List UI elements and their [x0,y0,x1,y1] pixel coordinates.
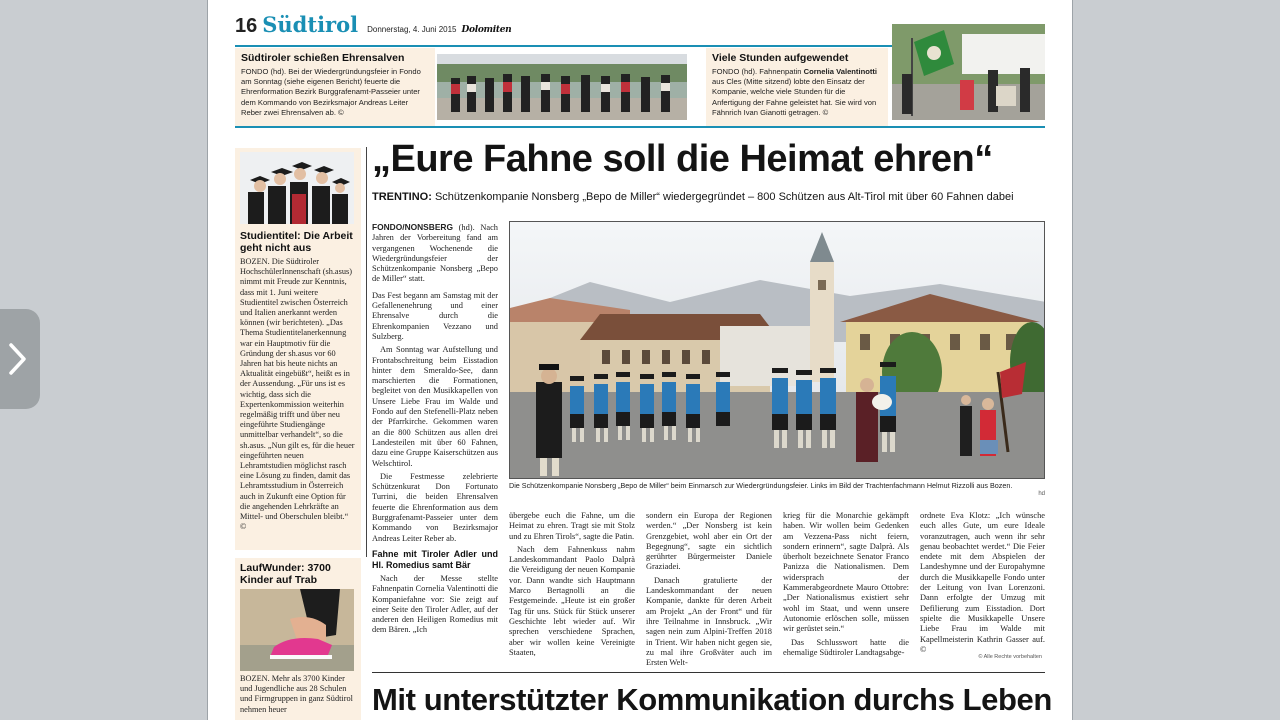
article-paragraph: Nach dem Fahnenkuss nahm Landeskommandant Paolo Dalprà die Vereidigung der neuen Kompanie vor. Dann wandte sich Hauptmann Marco Bertagnolli an die Festgemeinde. „Heute ist ein großer Tag für uns. Stück für Stück unserer Geschichte lebt wieder auf. Wir sprechen verschiedene Sprachen, aber wir wollen keine Vereinigte Staaten, [509,544,635,657]
article-column-3 [646,511,772,671]
chevron-right-icon [6,342,28,376]
article-paragraph: übergebe euch die Fahne, um die Heimat zu ehren. Tragt sie mit Stolz und zu Ehren Tirols“, sagte die Patin. [509,511,635,541]
article-paragraph: Nach der Messe stellte Fahnenpatin Cornelia Valentinotti die Kompaniefahne vor: Sie zeigt auf einer Seite den Tiroler Adler, auf der anderen den Heiligen Romedius mit dem Bären. „Ich [372,573,498,635]
main-photo-parade [509,221,1045,479]
teaser-rule [235,126,1045,128]
article-column-2 [509,511,635,661]
copyright-note: © Alle Rechte vorbehalten [978,654,1042,660]
article-separator [372,672,1045,673]
second-article-headline: Mit unterstützter Kommunikation durchs Leben [372,682,1052,717]
article-paragraph: sondern ein Europa der Regionen werden.“ „Der Nonsberg ist kein Grenzgebiet, wohl aber ein Ort der Begegnung“, sagte ein sichtlich gerührter Bürgermeister Daniele Graziadei. [646,511,772,572]
sidebar-title: LaufWunder: 3700 Kinder auf Trab [240,562,331,586]
teaser-text: FONDO (hd). Bei der Wiedergründungsfeier in Fondo am Sonntag (siehe eigenen Bericht) feuerte die Ehrenformation Bezirk Burggrafenamt-Passeier unter dem Kommando von Bezirksmajor Andreas Leiter Reber zwei Ehrensalven ab. © [241,67,421,117]
sidebar-text: BOZEN. Die Südtiroler HochschülerInnenschaft (sh.asus) nimmt mit Freude zur Kenntnis, dass mit 1. Juni weitere Studientitel zwischen Österreich und Italien anerkannt werden können (wir berichteten). „Das Thema Studientitelanerkennung war ein Hauptmotiv für die Gründung der sh.asus vor 60 Jahren hat bis heute nichts an Aktualität eingebüßt“, heißt es in der Aussendung. „Für uns ist es wichtig, dass sich die Expertenkommission weiterhin regelmäßig trifft und über neu eingeführte Studiengänge unmittelbar verhandelt“, so die sh.asus. „Nun gilt es, für die heuer eingeführten neuen Lehramtstudien möglichst rasch eine Lösung zu finden, damit das Lehramtsstudium in Österreich auch in Zukunft eine Option für die angehenden Lehrkräfte an Mittel- und Oberschulen bleibt.“ © [240,257,355,532]
article-paragraph: Am Sonntag war Aufstellung und Frontabschreitung beim Eisstadion hinter dem Smeraldo-See, dann marschierten die Formationen, begleitet von den Musikkapellen von Unsere Liebe Frau im Walde und Fondo auf den Stefenelli-Platz neben der Pfarrkirche. Gekommen waren an die 800 Schützen aus allen drei Landesteilen mit über 60 Fahnen, dazu eine Gruppe Kaiserschützen aus Welschtirol. [372,345,498,468]
photo-caption: Die Schützenkompanie Nonsberg „Bepo de Miller“ beim Einmarsch zur Wiedergründungsfeier. Links im Bild der Trachtenfachmann Helmut Rizzolli aus Bozen. hd [509,481,1045,490]
sidebar-laufwunder [235,558,361,720]
sidebar-text: BOZEN. Mehr als 3700 Kinder und Jugendliche aus 28 Schulen und Firmgruppen in ganz Südtirol nehmen heuer [240,674,353,714]
photo-ehrensalven [437,54,687,120]
teaser-ehrensalven [235,48,435,126]
article-paragraph: FONDO/NONSBERG (hd). Nach Jahren der Vorbereitung fand am vergangenen Wochenende die Wiedergründungsfeier der Schützenkompanie Nonsberg „Bepo de Miller“ statt. [372,222,498,284]
page-number: 16 [235,15,258,37]
article-column-4 [783,511,909,661]
article-paragraph: krieg für die Monarchie gekämpft haben. Wir wollen beim Gedenken am Vezzena-Pass nicht feiern, sondern erinnern“, sagte Dalprà. Als überholt bezeichnete Senator Franco Panizza die Nationalismen. Dem widersprach der Kammerabgeordnete Mauro Ottobre: „Der Nationalismus existiert sehr wohl im Staat, und wenn unsere Autonomie erlöschen solle, müssen wir gerüstet sein.“ [783,511,909,634]
section-title: Südtirol [262,12,359,37]
sidebar-title: Studientitel: Die Arbeit geht nicht aus [240,230,353,254]
article-subline: TRENTINO: Schützenkompanie Nonsberg „Bepo de Miller“ wiedergegründet – 800 Schützen aus Alt-Tirol mit über 60 Fahnen dabei [372,191,1014,203]
article-paragraph: Danach gratulierte der Landeskommandant der neuen Kompanie, dankte für deren Arbeit am Projekt „An der Front“ und für ihre Teilnahme in Innsbruck. „Wir sagen nein zum Alpini-Treffen 2018 in Trient. Wir haben nicht gegen sie, zu mal ihre Großväter auch im Ersten Welt- [646,575,772,668]
article-paragraph: Das Fest begann am Samstag mit der Gefallenenehrung und einer Ehrensalve durch die Ehrenkompanien Vezzano und Sulzberg. [372,290,498,341]
page-nav-button[interactable] [0,309,40,409]
photo-credit: hd [1038,491,1045,497]
sidebar-studientitel [235,148,361,550]
column-divider [366,147,367,557]
article-headline: „Eure Fahne soll die Heimat ehren“ [372,138,993,180]
article-paragraph: Die Festmesse zelebrierte Schützenkurat Don Fortunato Turrini, die beiden Ehrensalven feuerte die Ehrenformation aus dem Burggrafenamt-Passeier unter dem Kommando von Bezirksmajor Andreas Leiter Reber ab. [372,471,498,543]
photo-graduates [240,152,354,224]
newspaper-page [207,0,1073,720]
teaser-title: Viele Stunden aufgewendet [712,52,849,64]
photo-fahnenpatin [892,24,1045,120]
article-paragraph: Das Schlusswort hatte die ehemalige Südtiroler Landtagsabge- [783,637,909,657]
teaser-viele-stunden [706,48,888,126]
article-paragraph: ordnete Eva Klotz: „Ich wünsche euch alles Gute, um eure Ideale voranzutragen, auch wenn ihr sehr genau beobachtet werdet.“ Die Feier endete mit dem Abspielen der Landeshymne und der Europahymne durch die Musikkapelle Fondo unter der Leitung von Ivan Lorenzoni. Dann erfolgte der Umzug mit Defilierung zum Eisstadion. Dort spielte die Musikkapelle Unsere Liebe Frau im Walde mit Kapellmeisterin Kathrin Gasser auf. © [920,511,1045,654]
issue-date: Donnerstag, 4. Juni 2015 [367,25,457,34]
page-header [235,12,511,42]
photo-running-shoe [240,589,354,671]
newspaper-logo: Dolomiten [461,25,512,35]
article-column-5 [920,511,1045,658]
article-column-1 [372,222,498,639]
article-subhead: Fahne mit Tiroler Adler und Hl. Romedius samt Bär [372,548,498,570]
teaser-text: FONDO (hd). Fahnenpatin Cornelia Valentinotti aus Cles (Mitte sitzend) lobte den Einsatz der Kompanie, welche viele Stunden für die Anfertigung der Fahne geleistet hat. Sie wird von Fähnrich Ivan Gianotti getragen. © [712,67,878,117]
teaser-title: Südtiroler schießen Ehrensalven [241,52,405,64]
